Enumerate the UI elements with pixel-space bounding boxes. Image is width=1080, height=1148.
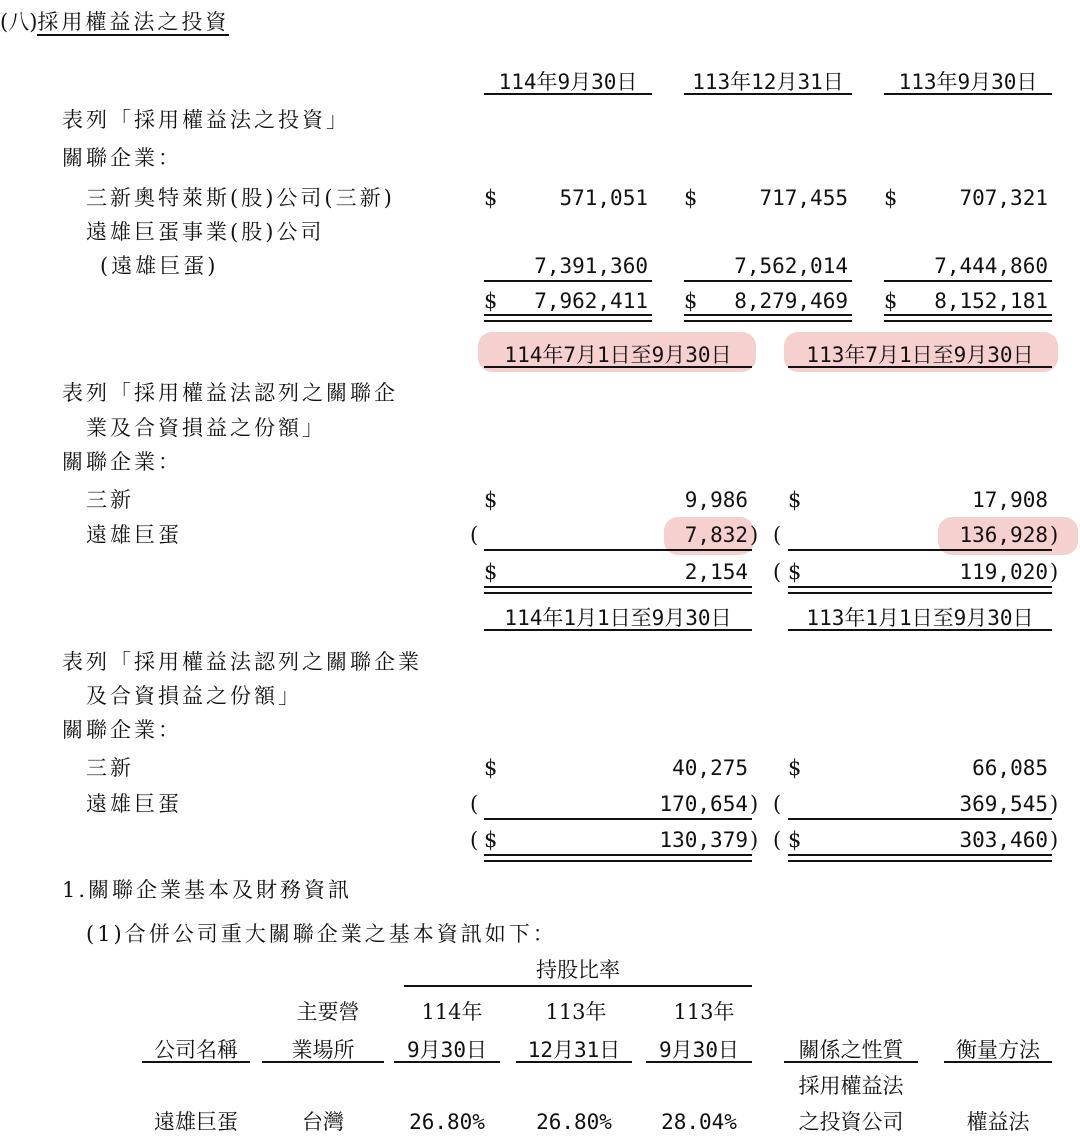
paren-open: ( <box>470 523 479 547</box>
ytd-total-v1: 130,379 <box>659 828 748 852</box>
paren-open: ( <box>773 523 782 547</box>
quarter-group-label: 關聯企業： <box>62 450 182 474</box>
ytd-header-1: 114年1月1日至9月30日 <box>484 608 752 631</box>
col-place-b: 業場所 <box>262 1040 384 1063</box>
balance-total-v2: 8,279,469 <box>734 289 848 313</box>
ytd-row1-v1: 40,275 <box>672 756 748 780</box>
balance-total-v1: 7,962,411 <box>534 289 648 313</box>
row-place: 台灣 <box>302 1110 344 1134</box>
holding-header-rule <box>404 985 752 987</box>
ytd-caption-a: 表列「採用權益法認列之關聯企業 <box>62 650 422 674</box>
balance-group-label: 關聯企業： <box>62 146 182 170</box>
currency-sign: $ <box>484 560 498 584</box>
ytd-row2-v2: 369,545 <box>959 792 1048 816</box>
balance-row2-label-b: (遠雄巨蛋) <box>100 254 219 278</box>
currency-sign: $ <box>788 560 802 584</box>
quarter-row1-v2: 17,908 <box>972 488 1048 512</box>
paren-close: ) <box>750 828 759 852</box>
quarter-row2-label: 遠雄巨蛋 <box>86 523 182 547</box>
col-y3-b: 9月30日 <box>646 1040 752 1063</box>
quarter-row2-v2: 136,928 <box>959 523 1048 547</box>
subtotal-rule <box>684 280 852 282</box>
balance-row2-v1: 7,391,360 <box>534 254 648 278</box>
quarter-header-1: 114年7月1日至9月30日 <box>484 345 752 368</box>
quarter-total-v1: 2,154 <box>684 560 748 584</box>
col-y1-a: 114年 <box>421 1000 483 1024</box>
balance-header-3: 113年9月30日 <box>884 72 1052 95</box>
subtotal-rule <box>788 549 1052 551</box>
total-double-rule <box>484 586 752 594</box>
col-place-a: 主要營 <box>296 1000 360 1024</box>
balance-row2-v2: 7,562,014 <box>734 254 848 278</box>
currency-sign: $ <box>788 756 802 780</box>
ytd-row1-v2: 66,085 <box>972 756 1048 780</box>
paren-close: ) <box>1050 792 1059 816</box>
paren-close: ) <box>750 523 759 547</box>
quarter-row1-label: 三新 <box>86 488 134 512</box>
currency-sign: $ <box>788 828 802 852</box>
balance-row2-label-a: 遠雄巨蛋事業(股)公司 <box>86 220 325 244</box>
paren-open: ( <box>773 560 782 584</box>
currency-sign: $ <box>884 186 898 210</box>
total-double-rule <box>484 854 752 862</box>
paren-close: ) <box>1050 560 1059 584</box>
paren-close: ) <box>750 792 759 816</box>
ytd-row2-v1: 170,654 <box>659 792 748 816</box>
paren-open: ( <box>470 792 479 816</box>
balance-row1-v2: 717,455 <box>759 186 848 210</box>
row-company: 遠雄巨蛋 <box>154 1110 238 1134</box>
currency-sign: $ <box>484 186 498 210</box>
paren-open: ( <box>773 828 782 852</box>
subtotal-rule <box>788 818 1052 820</box>
ytd-total-v2: 303,460 <box>959 828 1048 852</box>
paren-close: ) <box>1050 523 1059 547</box>
col-y2-b: 12月31日 <box>516 1040 632 1063</box>
quarter-caption-a: 表列「採用權益法認列之關聯企 <box>62 381 398 405</box>
col-y1-b: 9月30日 <box>394 1040 500 1063</box>
balance-row1-v1: 571,051 <box>559 186 648 210</box>
row-nature-a: 採用權益法 <box>798 1074 904 1098</box>
col-nature: 關係之性質 <box>784 1040 918 1063</box>
col-y3-a: 113年 <box>673 1000 735 1024</box>
section-title <box>0 12 229 33</box>
ytd-row1-label: 三新 <box>86 756 134 780</box>
quarter-row1-v1: 9,986 <box>684 488 748 512</box>
currency-sign: $ <box>484 756 498 780</box>
quarter-header-2: 113年7月1日至9月30日 <box>788 345 1052 368</box>
subtotal-rule <box>484 280 652 282</box>
balance-total-v3: 8,152,181 <box>934 289 1048 313</box>
paren-open: ( <box>470 828 479 852</box>
balance-row2-v3: 7,444,860 <box>934 254 1048 278</box>
total-double-rule <box>788 854 1052 862</box>
currency-sign: $ <box>484 828 498 852</box>
quarter-row2-v1: 7,832 <box>684 523 748 547</box>
balance-caption: 表列「採用權益法之投資」 <box>62 108 350 132</box>
total-double-rule <box>484 314 652 322</box>
balance-header-1: 114年9月30日 <box>484 72 652 95</box>
ytd-header-2: 113年1月1日至9月30日 <box>788 608 1052 631</box>
subtotal-rule <box>484 549 752 551</box>
currency-sign: $ <box>484 488 498 512</box>
paren-close: ) <box>1050 828 1059 852</box>
section-prefix: (八) <box>0 10 38 34</box>
currency-sign: $ <box>788 488 802 512</box>
total-double-rule <box>884 314 1052 322</box>
currency-sign: $ <box>684 186 698 210</box>
balance-header-2: 113年12月31日 <box>684 72 852 95</box>
total-double-rule <box>788 586 1052 594</box>
col-y2-a: 113年 <box>545 1000 607 1024</box>
currency-sign: $ <box>484 289 498 313</box>
row-pct-2: 26.80% <box>536 1110 612 1134</box>
currency-sign: $ <box>684 289 698 313</box>
row-pct-3: 28.04% <box>661 1110 737 1134</box>
col-method: 衡量方法 <box>944 1040 1052 1063</box>
subtotal-rule <box>484 818 752 820</box>
subtotal-rule <box>884 280 1052 282</box>
balance-row1-v3: 707,321 <box>959 186 1048 210</box>
ytd-row2-label: 遠雄巨蛋 <box>86 792 182 816</box>
paren-open: ( <box>773 792 782 816</box>
currency-sign: $ <box>884 289 898 313</box>
row-method: 權益法 <box>966 1110 1030 1134</box>
row-pct-1: 26.80% <box>409 1110 485 1134</box>
note-item-1: 1.關聯企業基本及財務資訊 <box>62 878 353 902</box>
total-double-rule <box>684 314 852 322</box>
section-title-text: 採用權益法之投資 <box>37 10 230 34</box>
ytd-group-label: 關聯企業： <box>62 718 182 742</box>
ytd-caption-b: 及合資損益之份額」 <box>86 684 302 708</box>
holding-header: 持股比率 <box>536 958 620 982</box>
quarter-caption-b: 業及合資損益之份額」 <box>86 416 326 440</box>
row-nature-b: 之投資公司 <box>798 1110 904 1134</box>
note-item-1-1: (1)合併公司重大關聯企業之基本資訊如下： <box>86 922 557 946</box>
quarter-total-v2: 119,020 <box>959 560 1048 584</box>
col-company: 公司名稱 <box>142 1040 250 1063</box>
balance-row1-label: 三新奧特萊斯(股)公司(三新) <box>86 186 395 210</box>
